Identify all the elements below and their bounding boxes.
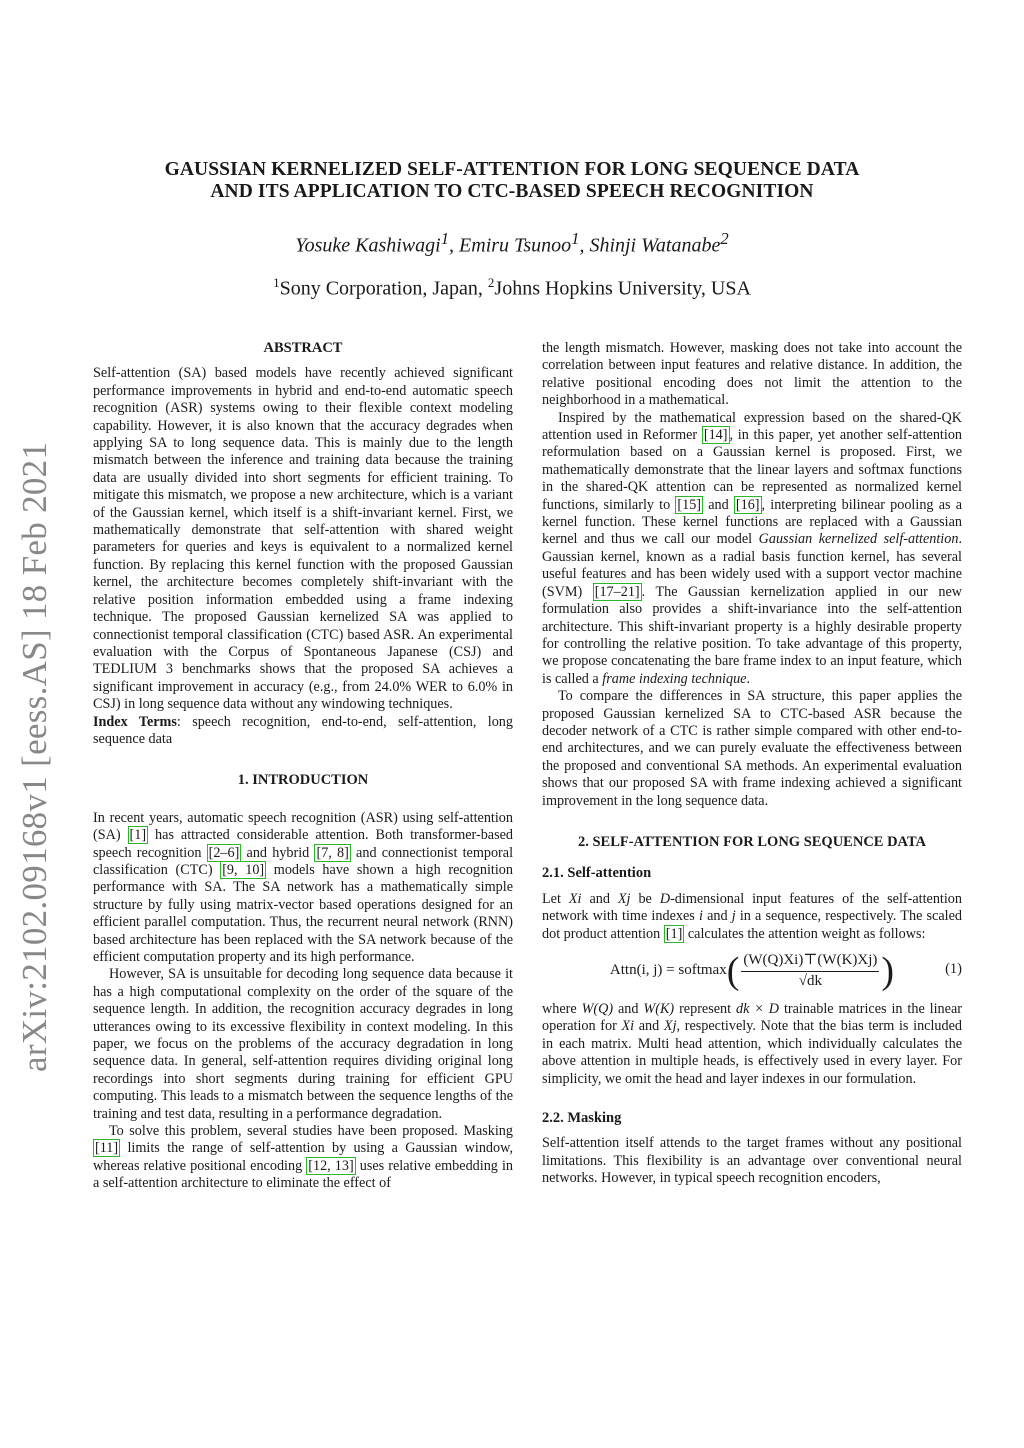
author-2: Emiru Tsunoo bbox=[459, 234, 572, 257]
left-column bbox=[93, 340, 513, 1193]
affil-2: Johns Hopkins University, USA bbox=[494, 277, 751, 300]
abstract-text: Self-attention (SA) based models have recently achieved significant performance improvements in hybrid and end-to-end automatic speech recognition (ASR) systems owing to their flexible context modeling capability. However, it is also known that the accuracy degrades when applying SA to long sequence data. This is mainly due to the length mismatch between the inference and training data because the training data are usually divided into short segments for efficient training. To mitigate this mismatch, we propose a new architecture, which is a variant of the Gaussian kernel, which itself is a shift-invariant kernel. First, we mathematically demonstrate that self-attention with shared weight parameters for queries and keys is equivalent to a normalized kernel function. By replacing this kernel function with the proposed Gaussian kernel, the architecture becomes completely shift-invariant with the relative position information embedded using a frame indexing technique. The proposed Gaussian kernelized SA was applied to connectionist temporal classification (CTC) based ASR. An experimental evaluation with the Corpus of Spontaneous Japanese (CSJ) and TEDLIUM 3 benchmarks shows that the proposed SA achieves a significant improvement in accuracy (e.g., from 24.0% WER to 6.0% in CSJ) in long sequence data without any windowing techniques. bbox=[93, 365, 513, 713]
intro-paragraph-2: However, SA is unsuitable for decoding long sequence data because it has a high computational complexity on the order of the square of the sequence length. In addition, the recognition accuracy degrades in long utterances owing to its excessive flexibility in context modeling. In this paper, we focus on the problems of the accuracy degradation in long sequence data. In general, self-attention requires dividing original long recordings into short segments during training for efficient GPU computing. This leads to a mismatch between the sequence lengths of the training and test data, resulting in a performance degradation. bbox=[93, 966, 513, 1122]
citation-link[interactable]: [17–21] bbox=[594, 583, 640, 600]
citation-link[interactable]: [1] bbox=[665, 925, 683, 942]
section-2-heading: 2. SELF-ATTENTION FOR LONG SEQUENCE DATA bbox=[577, 833, 927, 850]
intro-paragraph-5: To compare the differences in SA structure, this paper applies the proposed Gaussian kernelized SA to CTC-based ASR because the decoder network of a CTC is rather simple compared with other end-to-end architectures, and we can purely evaluate the effectiveness between the proposed and conventional SA methods. An experimental evaluation shows that our proposed SA with frame indexing achieved a significant improvement in the long sequence data. bbox=[542, 688, 962, 809]
index-terms-label: Index Terms bbox=[93, 713, 177, 730]
citation-link[interactable]: [7, 8] bbox=[316, 844, 349, 861]
author-1-sup: 1 bbox=[440, 229, 450, 248]
citation-link[interactable]: [9, 10] bbox=[222, 861, 265, 878]
citation-link[interactable]: [2–6] bbox=[208, 844, 240, 861]
title-line-1: GAUSSIAN KERNELIZED SELF-ATTENTION FOR LONG SEQUENCE DATA bbox=[164, 159, 860, 180]
author-3: Shinji Watanabe bbox=[589, 234, 721, 257]
subsection-2-1-heading: 2.1. Self-attention bbox=[542, 865, 652, 882]
citation-link[interactable]: [11] bbox=[95, 1140, 119, 1157]
affiliations bbox=[0, 270, 1024, 302]
citation-link[interactable]: [1] bbox=[129, 827, 147, 844]
self-attention-paragraph-2: where W(Q) and W(K) represent dk × D trainable matrices in the linear operation for Xi and Xj, respectively. Note that the bias term is included in each matrix. Multi head attention, which individually calculates the above attention in multiple heads, is effectively used in every layer. For simplicity, we omit the head and layer indexes in our formulation. bbox=[542, 1001, 962, 1087]
author-1: Yosuke Kashiwagi bbox=[295, 234, 441, 257]
intro-continued: the length mismatch. However, masking does not take into account the correlation between input features and relative distance. In addition, the relative positional encoding does not limit the attention to the neighborhood in a mathematical. bbox=[542, 340, 962, 409]
author-2-sup: 1 bbox=[571, 229, 580, 248]
affil-sup-1: 1 bbox=[273, 275, 280, 290]
citation-link[interactable]: [16] bbox=[735, 496, 760, 513]
equation-1: Attn(i, j) = softmax ( $\frac{(W(Q)Xi)⊤(W(K)Xj)}{√dk}$ ) (1) bbox=[609, 950, 962, 992]
title-line-2: AND ITS APPLICATION TO CTC-BASED SPEECH RECOGNITION bbox=[210, 181, 814, 202]
equation-number: (1) bbox=[945, 961, 962, 977]
equation-lhs: Attn(i, j) = softmax bbox=[609, 962, 727, 979]
affil-sup-2: 2 bbox=[487, 275, 495, 290]
index-terms bbox=[93, 714, 513, 749]
intro-paragraph-1: In recent years, automatic speech recognition (ASR) using self-attention (SA) [1] has attracted considerable attention. Both transformer-based speech recognition [2–6] and hybrid [7, 8] and connectionist temporal classification (CTC) [9, 10] models have shown a high recognition performance with SA. The SA network has a mathematically simple structure by fully using matrix-vector based operations designed for an efficient parallel computation. Thus, the recurrent neural network (RNN) based architecture has been replaced with the SA network because of the efficient computation property and its high performance. bbox=[93, 809, 514, 965]
citation-link[interactable]: [14] bbox=[703, 427, 728, 444]
self-attention-paragraph-1: Let Xi and Xj be D-dimensional input features of the self-attention network with time indexes i and j in a sequence, respectively. The scaled dot product attention [1] calculates the attention weight as follows: bbox=[542, 890, 962, 942]
author-3-sup: 2 bbox=[720, 229, 729, 248]
abstract-heading: ABSTRACT bbox=[263, 340, 343, 356]
citation-link[interactable]: [15] bbox=[677, 496, 702, 513]
index-terms-text: : speech recognition, end-to-end, self-attention, long sequence data bbox=[93, 713, 513, 747]
affil-1: Sony Corporation, Japan, bbox=[279, 277, 488, 300]
equation-denominator: √dk bbox=[798, 972, 822, 989]
intro-heading: 1. INTRODUCTION bbox=[237, 772, 369, 789]
citation-link[interactable]: [12, 13] bbox=[308, 1157, 354, 1174]
arxiv-identifier: arXiv:2102.09168v1 [eess.AS] 18 Feb 2021 bbox=[15, 441, 54, 1072]
intro-paragraph-4: Inspired by the mathematical expression based on the shared-QK attention used in Reformer [14] , in this paper, yet another self-attention reformulation based on a Gaussian kernel is proposed. First, we mathematically demonstrate that the linear layers and softmax functions in the shared-QK attention can be represented as normalized kernel functions, similarly to [15] and [16] , interpreting bilinear pooling as a kernel function. These kernel functions are replaced with a Gaussian kernel and thus we call our model Gaussian kernelized self-attention. Gaussian kernel, known as a radial basis function kernel, has several useful features and has been widely used with a support vector machine (SVM) [17–21] . The Gaussian kernelization applied in our new formulation also provides a shift-invariance into the self-attention architecture. This shift-invariant property is a highly desirable property for controlling the relative position. To take advantage of this property, we propose concatenating the bare frame index to an input feature, which is called a frame indexing technique. bbox=[542, 409, 963, 687]
paper-title bbox=[0, 159, 1024, 203]
intro-paragraph-3: To solve this problem, several studies have been proposed. Masking [11] limits the range of self-attention by using a Gaussian window, whereas relative positional encoding [12, 13] uses relative embedding in a self-attention architecture to eliminate the effect of bbox=[93, 1123, 513, 1192]
equation-numerator: (W(Q)Xi)⊤(W(K)Xj) bbox=[741, 952, 879, 971]
masking-paragraph-1: Self-attention itself attends to the target frames without any positional limitations. This flexibility is an advantage over conventional neural networks. However, in typical speech recognition encoders, bbox=[542, 1135, 962, 1187]
author-list: Yosuke Kashiwagi$^1$, Emiru Tsunoo$^1$, Shinji Watanabe$^2$ bbox=[295, 229, 729, 257]
subsection-2-2-heading: 2.2. Masking bbox=[542, 1110, 622, 1127]
right-column bbox=[542, 340, 962, 1188]
